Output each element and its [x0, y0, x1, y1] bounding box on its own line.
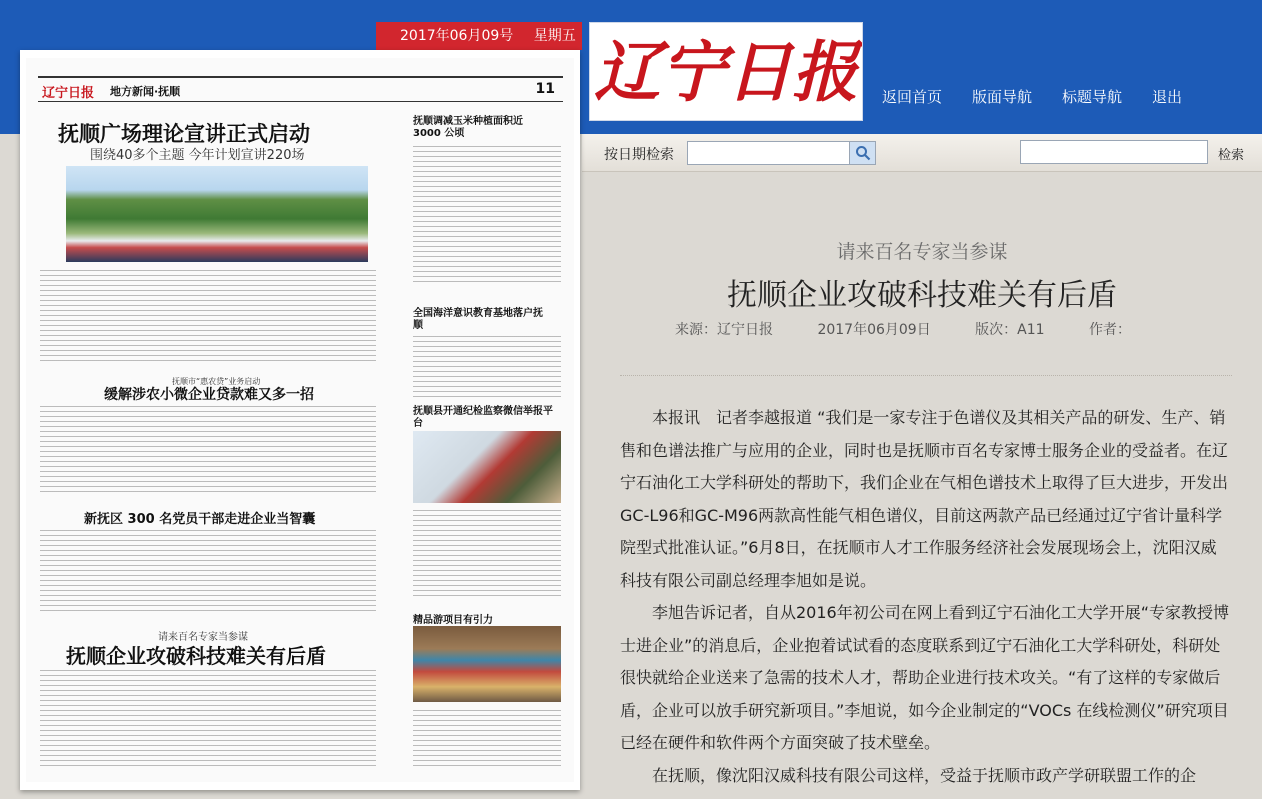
- date-search-input[interactable]: [687, 141, 850, 165]
- keyword-search-input[interactable]: [1020, 140, 1208, 164]
- page-side-headline-1[interactable]: 抚顺调减玉米种植面积近 3000 公顷: [413, 116, 523, 139]
- nav-page-navigation[interactable]: 版面导航: [972, 88, 1033, 106]
- page-section-name: 地方新闻·抚顺: [110, 85, 181, 98]
- issue-date-bar: [376, 22, 582, 50]
- newspaper-page-viewer[interactable]: [20, 50, 580, 790]
- date-search-button[interactable]: [849, 141, 876, 165]
- newspaper-logo[interactable]: [589, 22, 863, 121]
- page-photo-3: [413, 626, 561, 702]
- article-panel: [582, 172, 1262, 799]
- page-subhead-1: 围绕40多个主题 今年计划宣讲220场: [90, 148, 305, 163]
- page-photo-1: [66, 166, 368, 262]
- article-divider: [620, 375, 1232, 376]
- article-subtitle: 请来百名专家当参谋: [836, 241, 1008, 263]
- main-nav: [882, 86, 1212, 107]
- article-author: 作者：: [1089, 322, 1132, 338]
- article-body: [620, 402, 1232, 792]
- keyword-search-button[interactable]: 检索: [1218, 148, 1245, 163]
- page-text-block-2: [413, 146, 561, 286]
- search-icon: [855, 145, 871, 161]
- page-text-block-6: [40, 530, 376, 612]
- date-search-label: 按日期检索: [604, 147, 674, 163]
- article-paragraph: 李旭告诉记者，自从2016年初公司在网上看到辽宁石油化工大学开展“专家教授博士进企业”的消息后，企业抱着试试看的态度联系到辽宁石油化工大学科研处，科研处很快就给企业送来了急需的技术人才，帮助企业进行技术攻关。“有了这样的专家做后盾，企业可以放手研究新项目。”李旭说，如今企业制定的“VOCs 在线检测仪”研究项目已经在硬件和软件两个方面突破了技术壁垒。: [620, 603, 1230, 752]
- issue-weekday: 星期五: [533, 28, 576, 44]
- logo-text: 辽宁日报: [594, 33, 858, 111]
- nav-home[interactable]: 返回首页: [882, 88, 943, 106]
- article-paragraph: 在抚顺，像沈阳汉威科技有限公司这样，受益于抚顺市政产学研联盟工作的企: [652, 765, 1197, 785]
- page-header: [38, 76, 563, 102]
- logo-image: [590, 23, 862, 120]
- page-number: 11: [535, 81, 555, 97]
- page-headline-3[interactable]: 新抚区 300 名党员干部走进企业当智囊: [84, 512, 316, 527]
- article-date: 2017年06月09日: [817, 322, 931, 338]
- page-headline-2[interactable]: 缓解涉农小微企业贷款难又多一招: [104, 387, 314, 403]
- search-bar: [582, 134, 1262, 172]
- article-title: 抚顺企业攻破科技难关有后盾: [727, 278, 1117, 313]
- article-meta: [675, 319, 1171, 339]
- page-side-headline-3[interactable]: 抚顺县开通纪检监察微信举报平台: [413, 406, 553, 429]
- page-kicker-2: 抚顺市“惠农贷”业务启动: [172, 377, 261, 386]
- page-text-block-4: [413, 336, 561, 398]
- article-edition: 版次：A11: [975, 322, 1045, 338]
- page-side-headline-4[interactable]: 精品游项目有引力: [413, 615, 493, 626]
- page-kicker-4: 请来百名专家当参谋: [158, 632, 248, 643]
- page-masthead: 辽宁日报: [42, 86, 95, 101]
- page-text-block-7: [40, 670, 376, 770]
- nav-logout[interactable]: 退出: [1152, 88, 1183, 106]
- page-headline-1[interactable]: 抚顺广场理论宣讲正式启动: [58, 122, 310, 146]
- issue-date: 2017年06月09号: [400, 28, 514, 44]
- page-text-block-8: [413, 710, 561, 770]
- page-headline-4[interactable]: 抚顺企业攻破科技难关有后盾: [66, 644, 326, 668]
- page-text-block-1: [40, 270, 376, 362]
- page-text-block-5: [413, 510, 561, 600]
- page-side-headline-2[interactable]: 全国海洋意识教育基地落户抚顺: [413, 308, 543, 331]
- nav-title-navigation[interactable]: 标题导航: [1062, 88, 1123, 106]
- newspaper-page[interactable]: [26, 58, 574, 782]
- page-text-block-3: [40, 406, 376, 496]
- article-paragraph: 本报讯 记者李越报道 “我们是一家专注于色谱仪及其相关产品的研发、生产、销售和色谱法推广与应用的企业，同时也是抚顺市百名专家博士服务企业的受益者。在辽宁石油化工大学科研处的帮助下，我们企业在气相色谱技术上取得了巨大进步，开发出GC-L96和GC-M96两款高性能气相色谱仪，目前这两款产品已经通过辽宁省计量科学院型式批准认证。”6月8日，在抚顺市人才工作服务经济社会发展现场会上，沈阳汉威科技有限公司副总经理李旭如是说。: [620, 408, 1229, 590]
- page-photo-2: [413, 431, 561, 503]
- article-source: 来源：辽宁日报: [675, 322, 773, 338]
